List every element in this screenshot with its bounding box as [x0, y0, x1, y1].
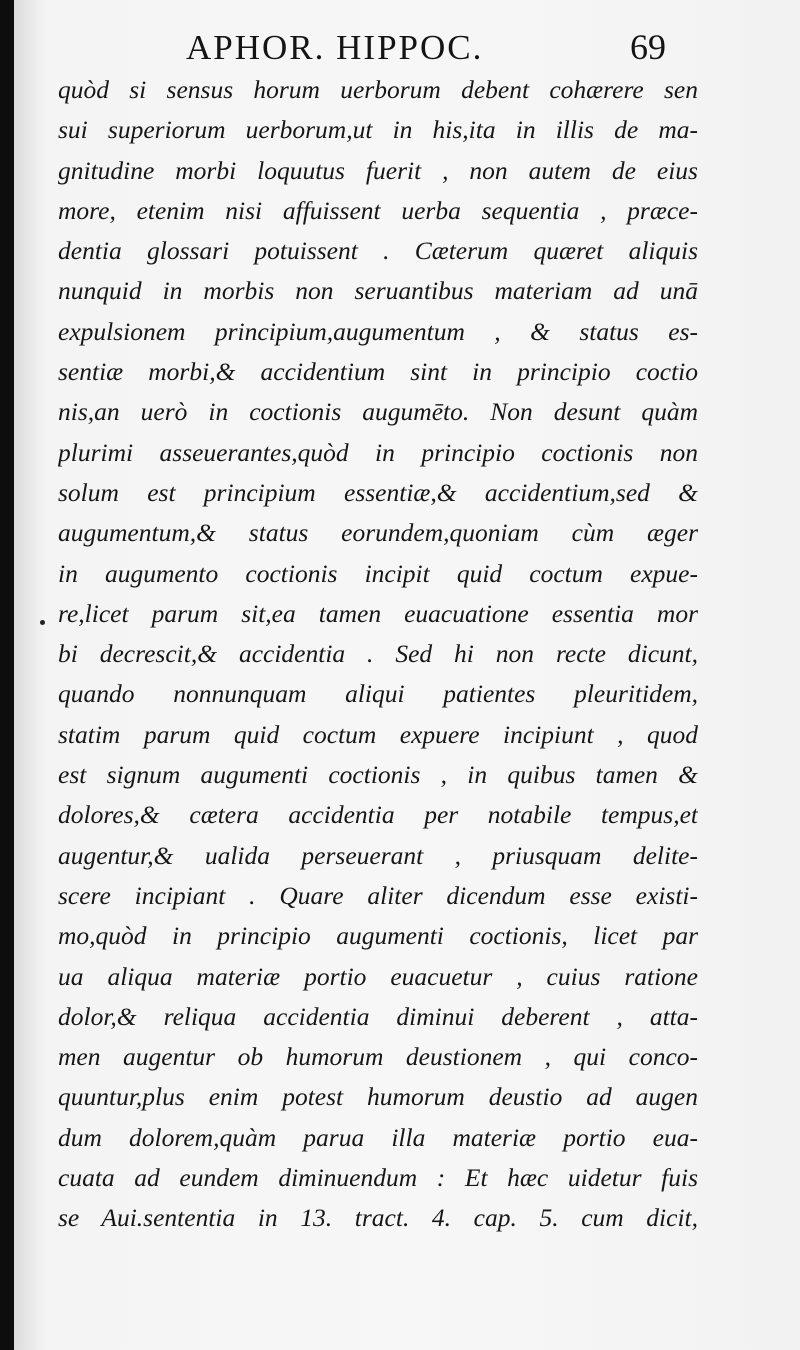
- text-line: cuata ad eundem diminuendum : Et hæc uidetur fuis: [58, 1163, 698, 1193]
- body-text: [58, 70, 698, 1239]
- text-line: expulsionem principium,augumentum , & status es-: [58, 316, 698, 346]
- text-line: quuntur,plus enim potest humorum deustio ad augen: [58, 1082, 698, 1112]
- text-line: sentiæ morbi,& accidentium sint in principio coctio: [58, 357, 698, 387]
- text-line: sui superiorum uerborum,ut in his,ita in illis de ma-: [58, 115, 698, 145]
- text-line: re,licet parum sit,ea tamen euacuatione essentia mor: [58, 598, 698, 628]
- text-line: bi decrescit,& accidentia . Sed hi non recte dicunt,: [58, 639, 698, 669]
- text-line: augentur,& ualida perseuerant , priusquam delite-: [58, 840, 698, 870]
- text-line: nis,an uerò in coctionis augumēto. Non desunt quàm: [58, 397, 698, 427]
- text-line: more, etenim nisi affuissent uerba sequentia , præce-: [58, 195, 698, 225]
- text-line: quòd si sensus horum uerborum debent cohærere sen: [58, 75, 698, 104]
- text-line: est signum augumenti coctionis , in quibus tamen &: [58, 760, 698, 790]
- text-line: augumentum,& status eorundem,quoniam cùm æger: [58, 518, 698, 548]
- text-line: mo,quòd in principio augumenti coctionis, licet par: [58, 921, 698, 951]
- text-line: dentia glossari potuissent . Cæterum quæret aliquis: [58, 236, 698, 266]
- running-head: [14, 24, 800, 74]
- text-line: in augumento coctionis incipit quid coctum expue-: [58, 558, 698, 588]
- running-title: APHOR. HIPPOC.: [186, 28, 484, 67]
- text-line: dum dolorem,quàm parua illa materiæ portio eua-: [58, 1122, 698, 1152]
- text-line: quando nonnunquam aliqui patientes pleuritidem,: [58, 679, 698, 709]
- text-line: nunquid in morbis non seruantibus materiam ad unā: [58, 276, 698, 306]
- text-line: dolores,& cætera accidentia per notabile tempus,et: [58, 800, 698, 830]
- margin-dot: [40, 620, 45, 625]
- text-line: ua aliqua materiæ portio euacuetur , cuius ratione: [58, 961, 698, 991]
- text-line: solum est principium essentiæ,& accidentium,sed &: [58, 477, 698, 507]
- text-line: gnitudine morbi loquutus fuerit , non autem de eius: [58, 155, 698, 185]
- text-line: statim parum quid coctum expuere incipiunt , quod: [58, 719, 698, 749]
- text-line: men augentur ob humorum deustionem , qui conco-: [58, 1042, 698, 1072]
- page-number: 69: [630, 27, 666, 67]
- book-page: [14, 0, 800, 1350]
- text-line: dolor,& reliqua accidentia diminui deberent , atta-: [58, 1001, 698, 1031]
- text-line: se Aui.sententia in 13. tract. 4. cap. 5. cum dicit,: [58, 1203, 698, 1233]
- text-line: plurimi asseuerantes,quòd in principio coctionis non: [58, 437, 698, 467]
- text-line: scere incipiant . Quare aliter dicendum esse existi-: [58, 880, 698, 910]
